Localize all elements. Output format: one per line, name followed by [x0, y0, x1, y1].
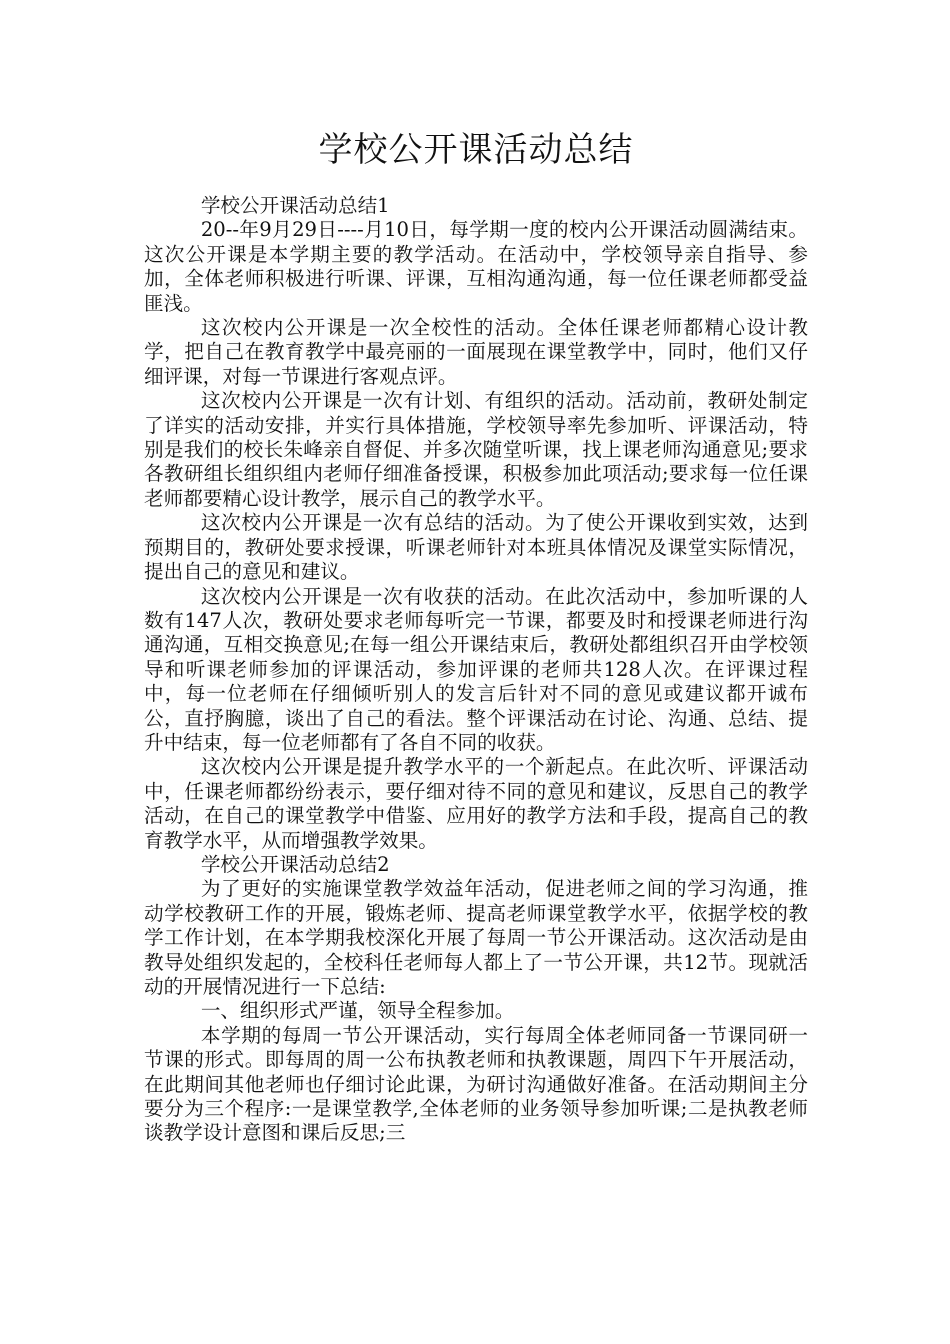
- paragraph: 20--年9月29日----月10日，每学期一度的校内公开课活动圆满结束。这次公开课是本学期主要的教学活动。在活动中，学校领导亲自指导、参加，全体老师积极进行听课、评课，互相沟通沟通，每一位任课老师都受益匪浅。: [144, 218, 808, 315]
- paragraph: 这次校内公开课是一次有收获的活动。在此次活动中，参加听课的人数有147人次，教研处要求老师每听完一节课，都要及时和授课老师进行沟通沟通，互相交换意见;在每一组公开课结束后，教研处都组织召开由学校领导和听课老师参加的评课活动，参加评课的老师共128人次。在评课过程中，每一位老师在仔细倾听别人的发言后针对不同的意见或建议都开诚布公，直抒胸臆，谈出了自己的看法。整个评课活动在讨论、沟通、总结、提升中结束，每一位老师都有了各自不同的收获。: [144, 584, 808, 754]
- section-heading-2: 学校公开课活动总结2: [200, 852, 390, 876]
- paragraph: 这次校内公开课是一次有计划、有组织的活动。活动前，教研处制定了详实的活动安排，并实行具体措施，学校领导率先参加听、评课活动，特别是我们的校长朱峰亲自督促、并多次随堂听课，找上课老师沟通意见;要求各教研组长组织组内老师仔细准备授课，积极参加此项活动;要求每一位任课老师都要精心设计教学，展示自己的教学水平。: [144, 389, 808, 510]
- document-body: [144, 194, 808, 1146]
- document-page: [144, 126, 808, 1146]
- paragraph: 本学期的每周一节公开课活动，实行每周全体老师同备一节课同研一节课的形式。即每周的周一公布执教老师和执教课题，周四下午开展活动，在此期间其他老师也仔细讨论此课，为研讨沟通做好准备。在活动期间主分要分为三个程序:一是课堂教学,全体老师的业务领导参加听课;二是执教老师谈教学设计意图和课后反思;三: [144, 1023, 808, 1145]
- subheading: 一、组织形式严谨，领导全程参加。: [200, 999, 515, 1023]
- paragraph: 这次校内公开课是一次有总结的活动。为了使公开课收到实效，达到预期目的，教研处要求授课，听课老师针对本班具体情况及课堂实际情况，提出自己的意见和建议。: [144, 511, 808, 584]
- document-title: 学校公开课活动总结: [318, 130, 634, 170]
- paragraph: 这次校内公开课是提升教学水平的一个新起点。在此次听、评课活动中，任课老师都纷纷表示，要仔细对待不同的意见和建议，反思自己的教学活动，在自己的课堂教学中借鉴、应用好的教学方法和手段，提高自己的教育教学水平，从而增强教学效果。: [144, 755, 808, 852]
- section-heading-1: 学校公开课活动总结1: [200, 194, 390, 217]
- paragraph: 为了更好的实施课堂教学效益年活动，促进老师之间的学习沟通，推动学校教研工作的开展，锻炼老师、提高老师课堂教学水平，依据学校的教学工作计划，在本学期我校深化开展了每周一节公开课活动。这次活动是由教导处组织发起的，全校科任老师每人都上了一节公开课，共12节。现就活动的开展情况进行一下总结:: [144, 877, 808, 998]
- paragraph: 这次校内公开课是一次全校性的活动。全体任课老师都精心设计教学，把自己在教育教学中最亮丽的一面展现在课堂教学中，同时，他们又仔细评课，对每一节课进行客观点评。: [144, 316, 808, 388]
